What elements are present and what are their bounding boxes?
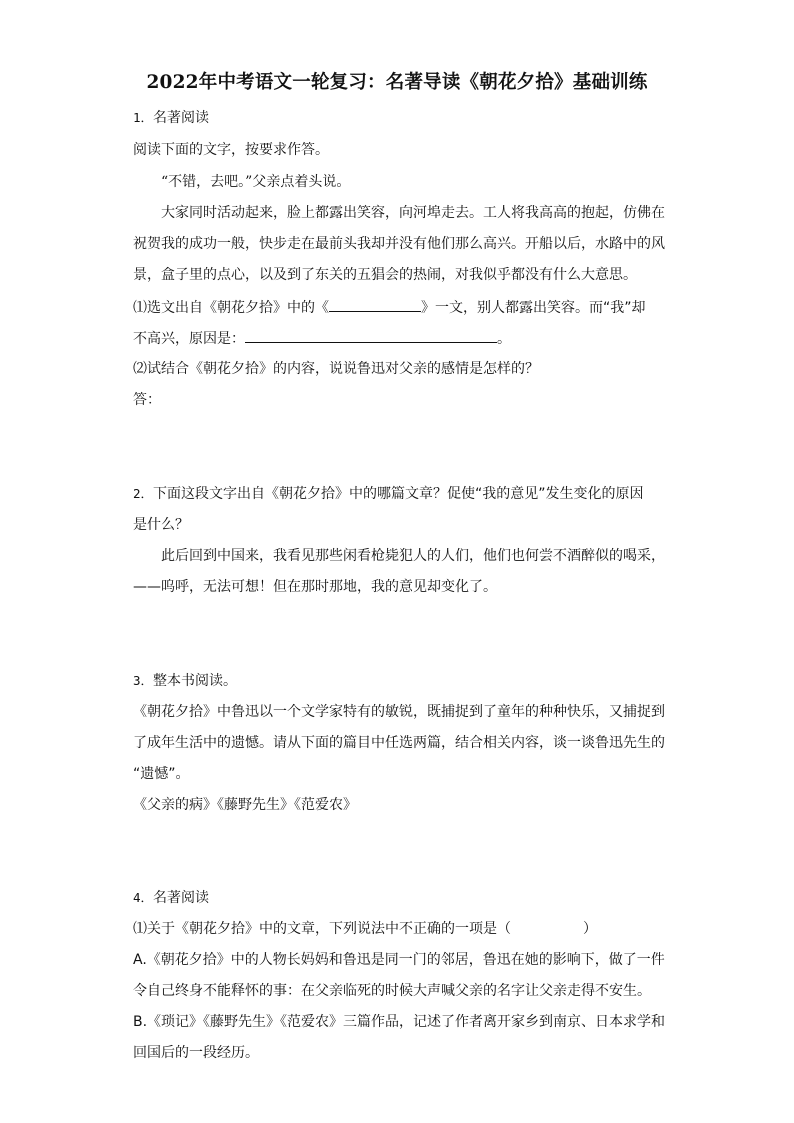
q1-passage-line: 大家同时活动起来，脸上都露出笑容，向河埠走去。工人将我高高的抱起，仿佛在	[161, 205, 665, 221]
q1-number: 1．	[133, 110, 154, 125]
q1-sub1-text: ⑴选文出自《朝花夕拾》中的《	[133, 300, 329, 316]
q1-header	[133, 108, 209, 128]
q3-titles: 《父亲的病》《藤野先生》《范爱农》	[133, 797, 357, 813]
q4-number: 4．	[133, 890, 154, 905]
q1-sub1-text: 不高兴，原因是：	[133, 331, 245, 347]
q2-text-cont: 是什么？	[133, 517, 189, 533]
q1-passage-line: 祝贺我的成功一般，快步走在最前头我却并没有他们那么高兴。开船以后，水路中的风	[133, 236, 665, 252]
q1-instruction: 阅读下面的文字，按要求作答。	[133, 142, 329, 158]
q4-sub1-text: ⑴关于《朝花夕拾》中的文章，下列说法中不正确的一项是（	[133, 921, 511, 937]
q4-option-b: B.《琐记》《藤野先生》《范爱农》三篇作品，记述了作者离开家乡到南京、日本求学和	[133, 1014, 666, 1030]
q1-passage-line: 景，盒子里的点心，以及到了东关的五猖会的热闹，对我似乎都没有什么大意思。	[133, 267, 637, 283]
document-title: 2022年中考语文一轮复习：名著导读《朝花夕拾》基础训练	[146, 72, 648, 93]
q1-sub1-text: 》一文，别人都露出笑容。而“我”却	[421, 300, 646, 316]
q3-text: 了成年生活中的遗憾。请从下面的篇目中任选两篇，结合相关内容，谈一谈鲁迅先生的	[133, 735, 665, 751]
answer-blank[interactable]	[329, 297, 421, 312]
q1-sub1-cont	[133, 328, 511, 349]
q3-text: 《朝花夕拾》中鲁迅以一个文学家特有的敏锐，既捕捉到了童年的种种快乐，又捕捉到	[133, 704, 665, 720]
q3-label: 整本书阅读。	[153, 673, 238, 689]
q1-quote: “不错，去吧。”父亲点着头说。	[161, 174, 351, 190]
q4-option-a: A.《朝花夕拾》中的人物长妈妈和鲁迅是同一门的邻居，鲁迅在她的影响下，做了一件	[133, 952, 665, 968]
q4-sub1-text: ）	[583, 921, 597, 937]
q3-header	[133, 671, 237, 691]
answer-blank[interactable]	[245, 328, 497, 343]
q4-option-a-cont: 令自己终身不能释怀的事：在父亲临死的时候大声喊父亲的名字让父亲走得不安生。	[133, 983, 651, 999]
q1-sub2: ⑵试结合《朝花夕拾》的内容，说说鲁迅对父亲的感情是怎样的？	[133, 361, 539, 377]
q4-label: 名著阅读	[153, 890, 210, 906]
q3-text: “遗憾”。	[133, 766, 190, 782]
q4-header	[133, 888, 209, 908]
q2-header	[133, 484, 644, 504]
q4-option-b-cont: 回国后的一段经历。	[133, 1045, 259, 1061]
q2-text: 下面这段文字出自《朝花夕拾》中的哪篇文章？促使“我的意见”发生变化的原因	[153, 486, 644, 502]
q3-number: 3．	[133, 673, 154, 688]
q2-passage-line: ——呜呼，无法可想！但在那时那地，我的意见却变化了。	[133, 579, 497, 595]
q4-sub1	[133, 919, 597, 939]
q1-sub1-text: 。	[497, 331, 511, 347]
q1-answer-label: 答：	[133, 392, 161, 408]
q1-sub1	[133, 297, 646, 318]
q1-label: 名著阅读	[153, 110, 210, 126]
q2-number: 2．	[133, 486, 154, 501]
q2-passage-line: 此后回到中国来，我看见那些闲看枪毙犯人的人们，他们也何尝不酒醉似的喝采，	[161, 548, 665, 564]
